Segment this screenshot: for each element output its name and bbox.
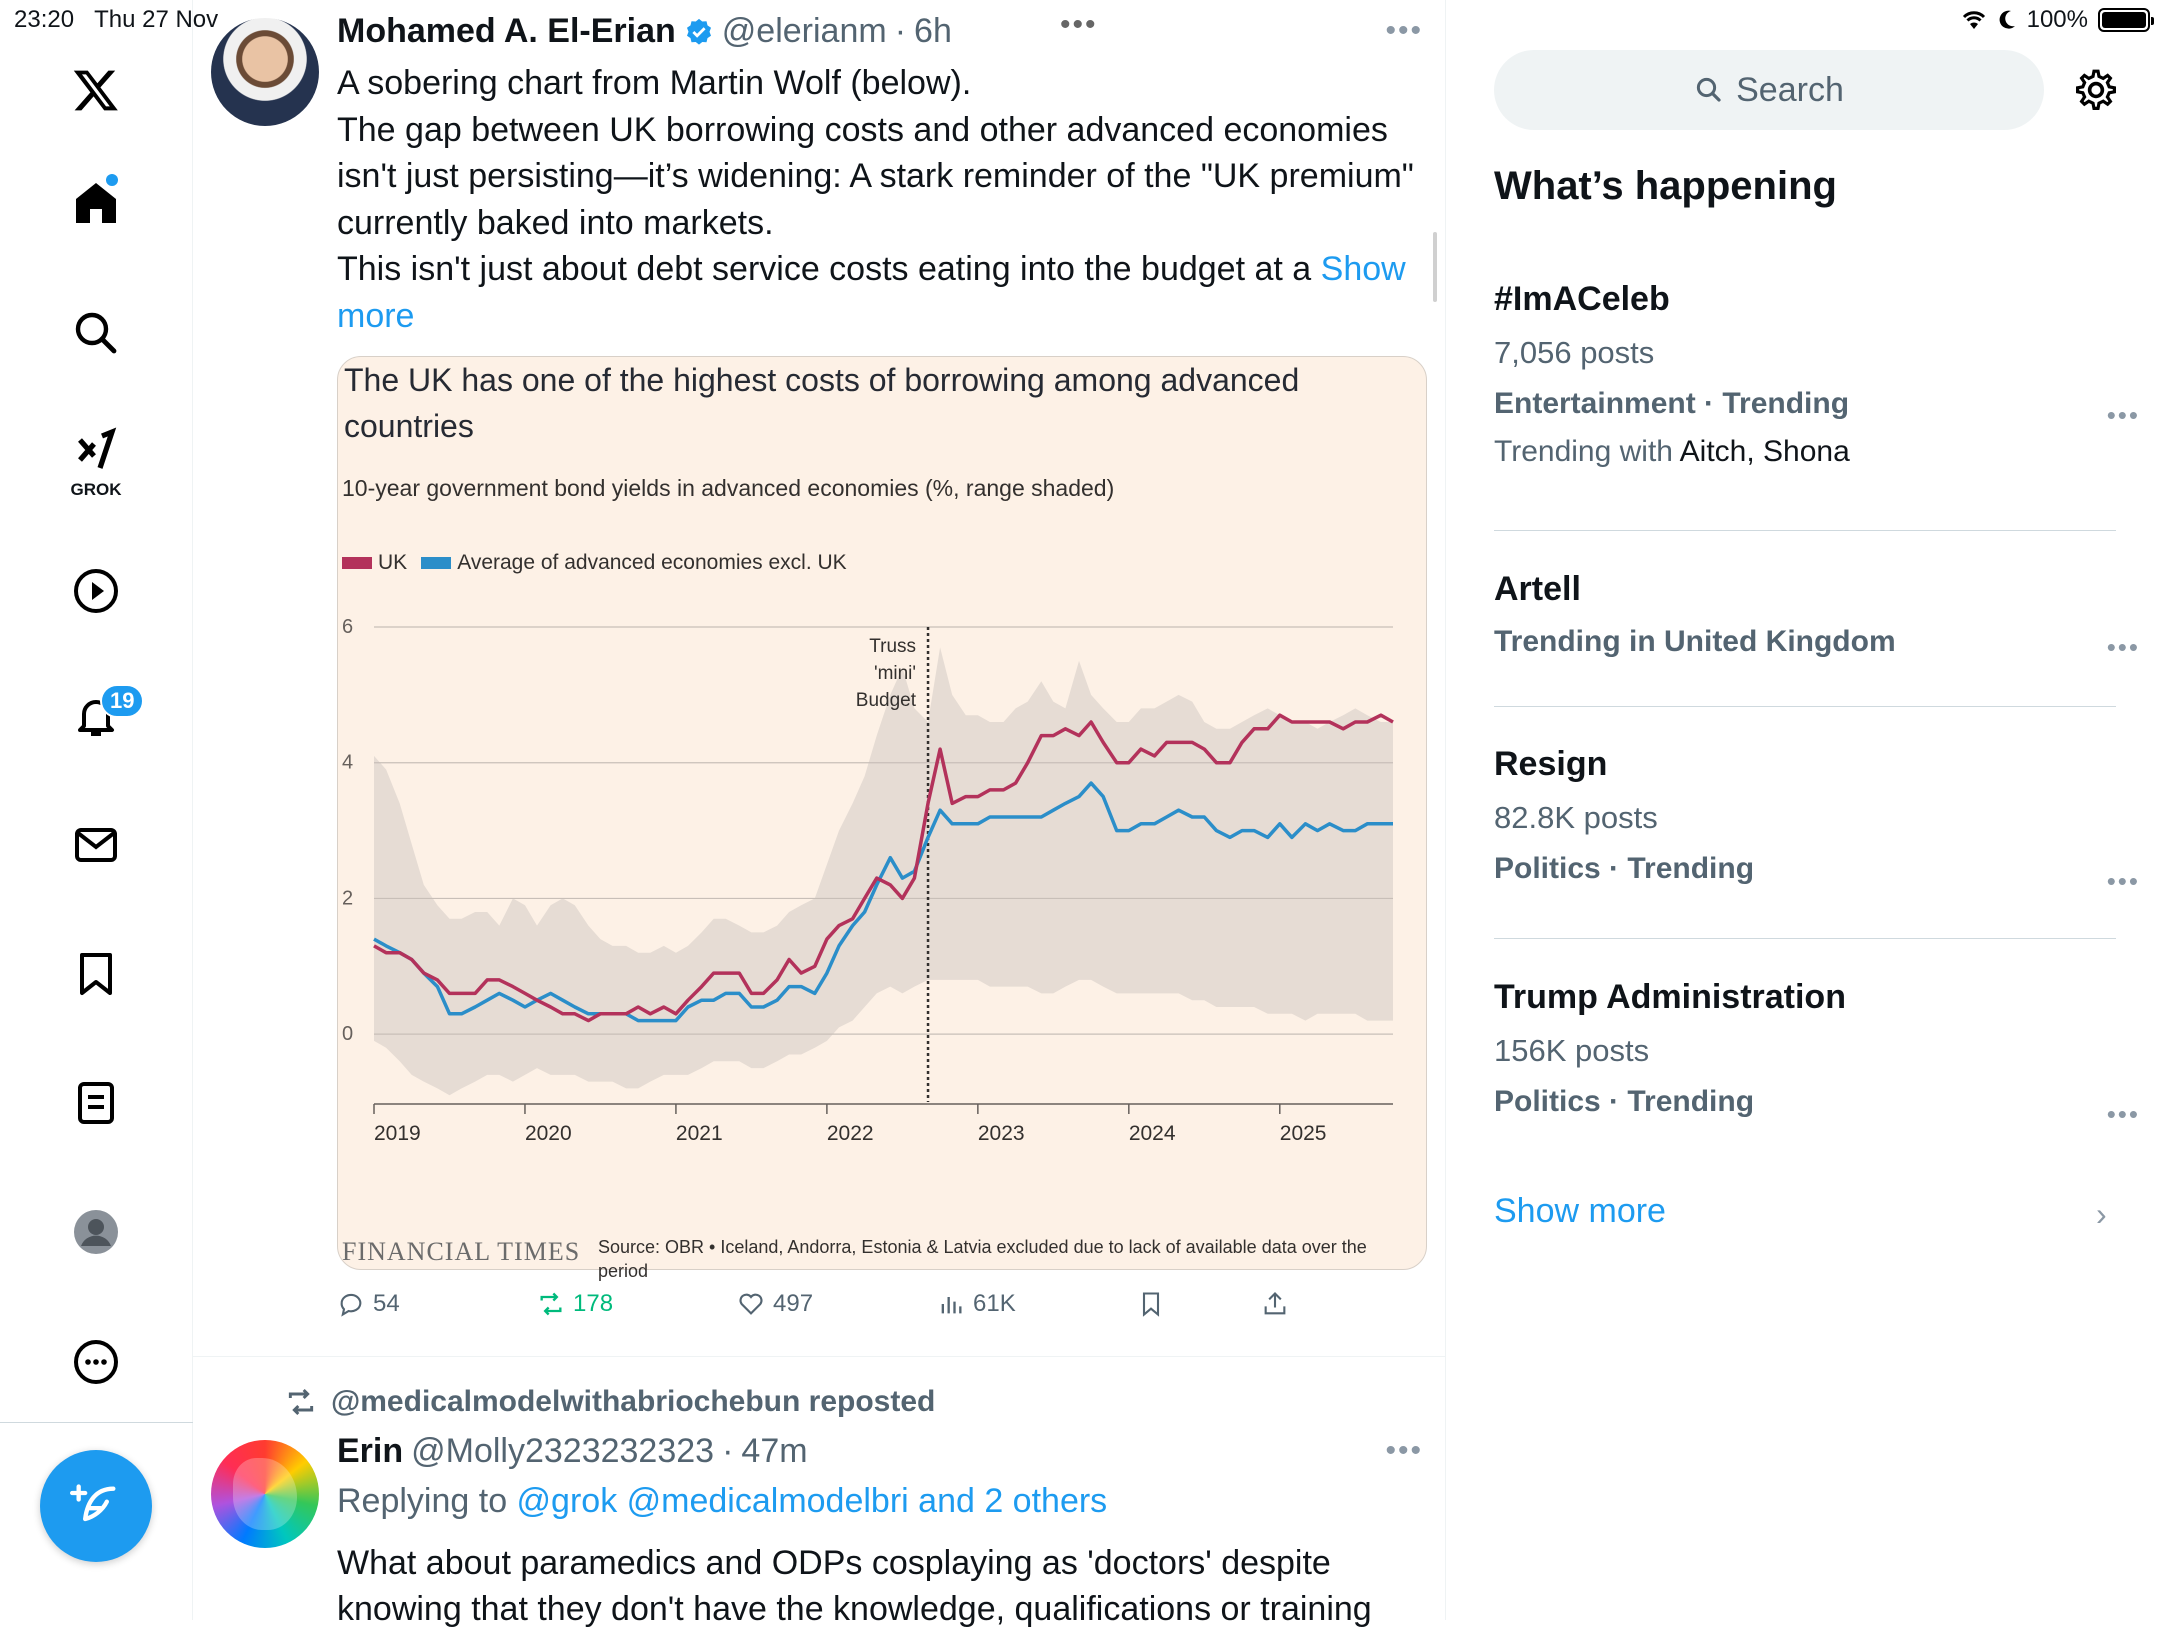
trend-more-icon[interactable]: •••	[2106, 400, 2140, 430]
repost-icon	[537, 1290, 565, 1318]
x-tick-label: 2025	[1279, 1122, 1327, 1145]
trend-item[interactable]	[1494, 978, 2116, 1119]
reply-button[interactable]	[337, 1290, 400, 1318]
tweet2-header	[337, 1432, 808, 1471]
tweet2-body: What about paramedics and ODPs cosplaying as 'doctors' despite knowing that they don't have the knowledge, qualifications or training	[337, 1544, 1372, 1628]
views-chart-icon	[937, 1290, 965, 1318]
author-avatar[interactable]	[211, 18, 319, 126]
annotation-label: 'mini'	[873, 663, 917, 684]
like-button[interactable]	[737, 1290, 813, 1318]
trend-posts: 156K posts	[1494, 1033, 1650, 1068]
legend-label-uk: UK	[378, 551, 408, 574]
search-placeholder: Search	[1736, 70, 1844, 109]
battery-icon	[2098, 8, 2150, 32]
trend-posts: 7,056 posts	[1494, 335, 1655, 370]
x-tick-label: 2023	[977, 1122, 1025, 1145]
financial-times-logo: FINANCIAL TIMES	[342, 1237, 581, 1266]
status-time-date: 23:20 Thu 27 Nov	[14, 6, 219, 33]
trend-category: Politics · Trending	[1494, 852, 1755, 885]
x-tick-label: 2020	[524, 1122, 572, 1145]
moon-icon	[1997, 9, 2017, 31]
trend-more-icon[interactable]: •••	[2106, 632, 2140, 662]
more-options-icon[interactable]	[56, 1322, 136, 1402]
wifi-icon	[1961, 9, 1987, 31]
annotation-label: Truss	[869, 636, 917, 657]
nav-divider	[0, 1422, 193, 1423]
erin-avatar[interactable]	[211, 1440, 319, 1548]
separator-dot: ·	[722, 1432, 734, 1470]
y-tick-label: 0	[342, 1023, 354, 1046]
compose-post-button[interactable]	[40, 1450, 152, 1562]
trend-category: Politics · Trending	[1494, 1085, 1755, 1118]
tweet-time[interactable]: 47m	[741, 1432, 808, 1470]
trend-name: #ImACeleb	[1494, 280, 1670, 318]
reply-count: 54	[373, 1290, 400, 1317]
legend-item-average	[421, 551, 847, 575]
y-tick-label: 4	[342, 751, 354, 774]
bookmark-outline-icon	[1137, 1290, 1165, 1318]
trend-divider	[1494, 938, 2116, 939]
trend-divider	[1494, 706, 2116, 707]
annotation-label: Budget	[855, 690, 917, 711]
trend-with: Trending with Aitch, Shona	[1494, 435, 1850, 468]
bond-yield-chart	[338, 607, 1428, 1237]
y-tick-label: 6	[342, 616, 354, 638]
trend-name: Resign	[1494, 745, 1608, 783]
trend-item[interactable]	[1494, 745, 2116, 886]
author-name[interactable]: Erin	[337, 1432, 404, 1470]
x-tick-label: 2021	[675, 1122, 723, 1145]
repost-count: 178	[573, 1290, 614, 1317]
x-tick-label: 2019	[374, 1122, 421, 1145]
separator-dot: ·	[894, 12, 907, 50]
tweet-time[interactable]: 6h	[914, 12, 952, 50]
trend-category: Trending in United Kingdom	[1494, 625, 1896, 658]
views-button[interactable]	[937, 1290, 1016, 1318]
legend-swatch-average	[421, 557, 451, 569]
trend-divider	[1494, 530, 2116, 531]
tweet-body	[337, 60, 1427, 339]
author-handle[interactable]: @elerianm	[721, 12, 887, 50]
repost-button[interactable]	[537, 1290, 613, 1318]
tweet-line: The gap between UK borrowing costs and other advanced economies isn't just persisting—it’s widening: A stark reminder of the "UK premium" currently baked into markets.	[337, 110, 1414, 242]
scrollbar[interactable]	[1433, 232, 1437, 302]
settings-gear-icon[interactable]	[2072, 66, 2120, 114]
home-icon[interactable]	[56, 163, 136, 243]
trend-name: Artell	[1494, 570, 1581, 608]
grok-label: GROK	[70, 480, 122, 499]
whats-happening-heading: What’s happening	[1494, 164, 1837, 208]
trend-item[interactable]	[1494, 570, 2116, 659]
trend-item[interactable]	[1494, 280, 2116, 469]
tweet-line: This isn't just about debt service costs eating into the budget at a Show more	[337, 250, 1406, 335]
messages-envelope-icon[interactable]	[56, 805, 136, 885]
search-input[interactable]	[1494, 50, 2044, 130]
share-button[interactable]	[1261, 1290, 1289, 1318]
author-handle[interactable]: @Molly2323232323	[411, 1432, 715, 1470]
tweet-line: A sobering chart from Martin Wolf (below).	[337, 64, 972, 102]
chart-legend	[342, 551, 861, 575]
legend-swatch-uk	[342, 557, 372, 569]
verified-badge-icon	[684, 17, 714, 47]
x-tick-label: 2022	[826, 1122, 874, 1145]
search-icon	[1694, 75, 1724, 105]
search-icon[interactable]	[56, 293, 136, 373]
tweet-divider	[193, 1356, 1446, 1357]
share-icon	[1261, 1290, 1289, 1318]
video-play-icon[interactable]	[56, 551, 136, 631]
show-more-link[interactable]: Show more	[337, 250, 1406, 335]
tweet-actions	[337, 1290, 1397, 1330]
tweet-header	[337, 12, 952, 51]
replying-to: Replying to @grok @medicalmodelbri and 2 others	[337, 1482, 1108, 1520]
chart-title: The UK has one of the highest costs of borrowing among advanced countries	[344, 362, 1300, 444]
tweet2-more-icon[interactable]: •••	[1385, 1434, 1423, 1467]
reply-icon	[337, 1290, 365, 1318]
x-logo-icon[interactable]	[56, 50, 136, 130]
reposted-by-label: @medicalmodelwithabriochebun reposted	[331, 1385, 936, 1418]
bookmark-button[interactable]	[1137, 1290, 1165, 1318]
chevron-right-icon[interactable]: ›	[2096, 1196, 2107, 1232]
replying-mentions[interactable]: @grok @medicalmodelbri and 2 others	[516, 1482, 1108, 1520]
author-name[interactable]: Mohamed A. El-Erian	[337, 12, 676, 50]
repost-small-icon	[285, 1386, 317, 1418]
profile-avatar-icon[interactable]	[56, 1192, 136, 1272]
chart-image-card[interactable]	[337, 356, 1427, 1281]
compose-feather-icon	[70, 1480, 122, 1532]
bookmark-icon[interactable]	[56, 934, 136, 1014]
battery-percent: 100%	[2026, 6, 2088, 33]
heart-icon	[737, 1290, 765, 1318]
trend-name: Trump Administration	[1494, 978, 1846, 1016]
chart-source: Source: OBR • Iceland, Andorra, Estonia & Latvia excluded due to lack of available data over the period	[598, 1237, 1367, 1281]
x-tick-label: 2024	[1128, 1122, 1176, 1145]
trend-more-icon[interactable]: •••	[2106, 1099, 2140, 1129]
home-unread-dot	[106, 174, 118, 186]
main-feed	[193, 0, 1446, 1628]
trend-posts: 82.8K posts	[1494, 800, 1658, 835]
reposted-by[interactable]	[285, 1385, 935, 1419]
trend-more-icon[interactable]: •••	[2106, 866, 2140, 896]
legend-label-average: Average of advanced economies excl. UK	[457, 551, 847, 574]
legend-item-uk	[342, 551, 407, 575]
lists-icon[interactable]	[56, 1063, 136, 1143]
like-count: 497	[773, 1290, 814, 1317]
chart-subtitle: 10-year government bond yields in advanced economies (%, range shaded)	[342, 475, 1115, 501]
left-navigation	[0, 0, 193, 1620]
multitasking-dots-icon[interactable]: •••	[1060, 8, 1098, 41]
notifications-badge: 19	[100, 684, 144, 718]
trend-category: Entertainment · Trending	[1494, 387, 1850, 420]
y-tick-label: 2	[342, 887, 354, 910]
views-count: 61K	[973, 1290, 1016, 1317]
show-more-trends-link[interactable]: Show more	[1494, 1192, 1666, 1230]
tweet-more-icon[interactable]: •••	[1385, 14, 1423, 47]
